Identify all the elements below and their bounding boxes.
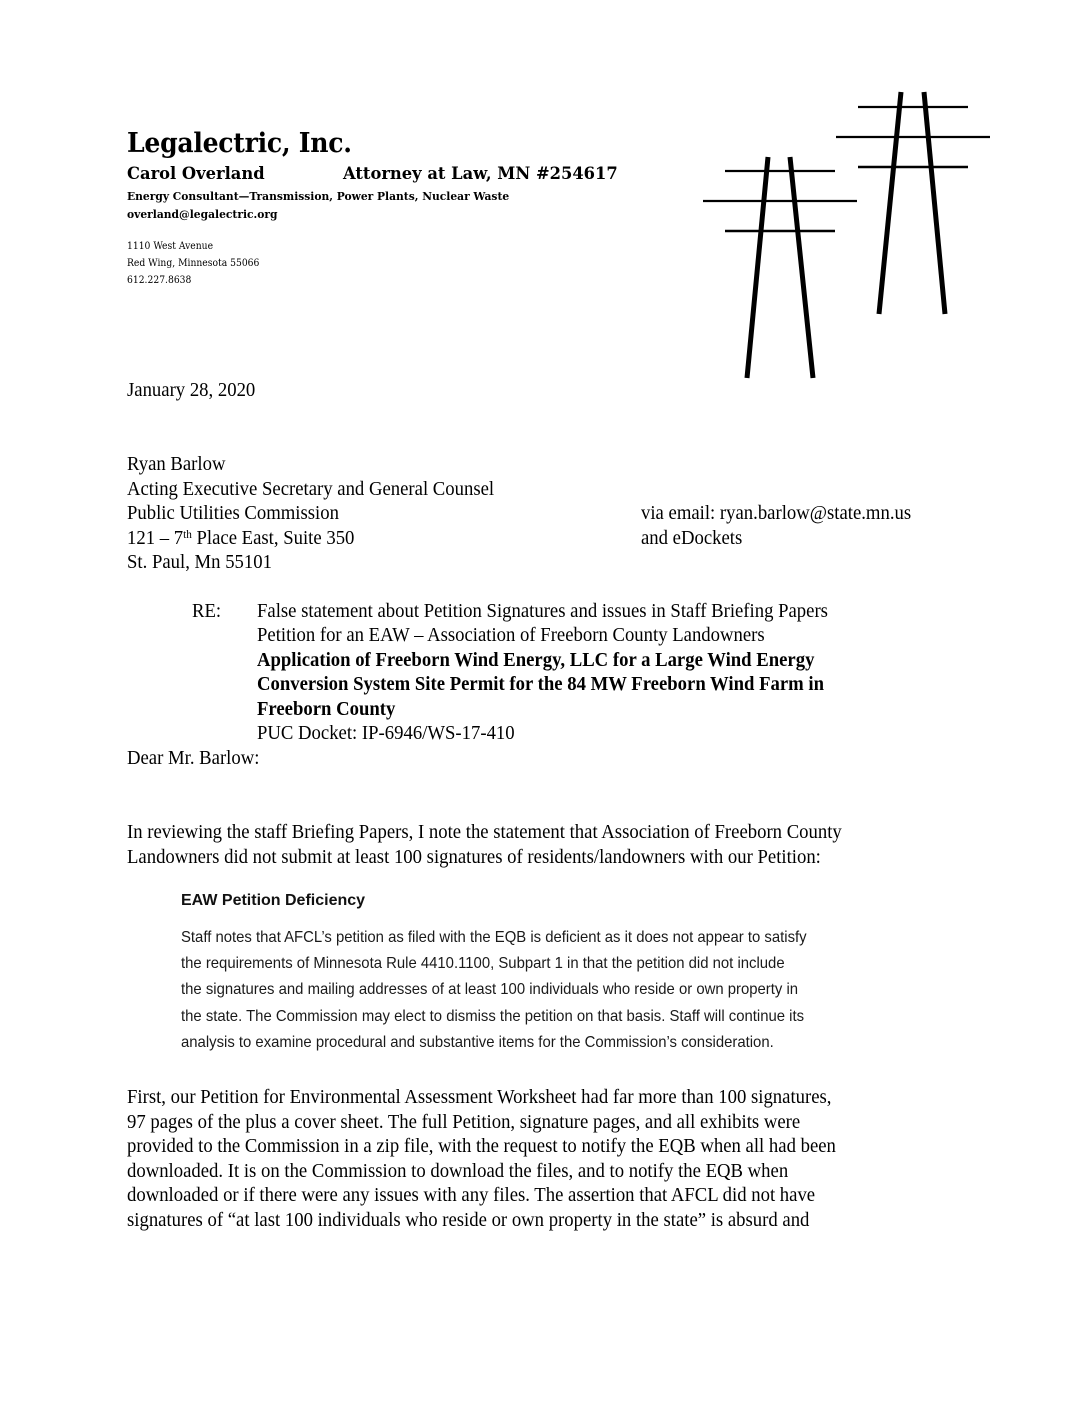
re-docket: PUC Docket: IP-6946/WS-17-410 [257,721,515,744]
letterhead-email: overland@legalectric.org [127,207,278,221]
quote-line: the signatures and mailing addresses of at least 100 individuals who reside or own property in [181,981,799,999]
letterhead-street: 1110 West Avenue [127,241,214,252]
quote-body [181,925,807,1056]
paragraph-line: Landowners did not submit at least 100 signatures of residents/landowners with our Petition: [127,845,821,868]
recipient-block [127,452,494,575]
letterhead-phone: 612.227.8638 [127,275,192,286]
intro-paragraph [127,820,842,869]
paragraph-line: First, our Petition for Environmental Assessment Worksheet had far more than 100 signatures, [127,1086,832,1108]
re-bold-line: Application of Freeborn Wind Energy, LLC for a Large Wind Energy [257,648,815,671]
letterhead-city: Red Wing, Minnesota 55066 [127,258,260,269]
quote-line: the state. The Commission may elect to dismiss the petition on that basis. Staff will continue its [181,1007,805,1025]
paragraph-line: downloaded. It is on the Commission to download the files, and to notify the EQB when [127,1159,789,1182]
re-line: Petition for an EAW – Association of Freeborn County Landowners [257,624,765,647]
quote-line: Staff notes that AFCL’s petition as filed with the EQB is deficient as it does not appear to satisfy [181,929,807,946]
consultant-line: Energy Consultant—Transmission, Power Plants, Nuclear Waste [127,189,510,203]
transmission-towers-icon [0,0,1088,400]
recipient-street: 121 – 7th Place East, Suite 350 [127,526,355,549]
attorney-title: Attorney at Law, MN #254617 [343,164,618,184]
delivery-edockets: and eDockets [641,526,743,549]
attorney-name: Carol Overland [127,164,265,184]
tower-right [836,92,990,314]
quote-heading: EAW Petition Deficiency [181,892,366,909]
re-label: RE: [192,600,222,622]
letter-date: January 28, 2020 [127,379,256,401]
recipient-city: St. Paul, Mn 55101 [127,551,272,573]
recipient-name: Ryan Barlow [127,453,226,475]
re-line: False statement about Petition Signatures and issues in Staff Briefing Papers [257,600,828,622]
body-paragraph [127,1085,836,1233]
delivery-email: via email: ryan.barlow@state.mn.us [641,502,912,524]
re-block [257,599,828,745]
paragraph-line: downloaded or if there were any issues with any files. The assertion that AFCL did not have [127,1184,816,1207]
recipient-title: Acting Executive Secretary and General Counsel [127,477,495,500]
tower-left [703,157,857,378]
re-bold-line: Freeborn County [257,697,396,720]
delivery-method [641,501,911,550]
salutation: Dear Mr. Barlow: [127,747,260,769]
recipient-organization: Public Utilities Commission [127,502,339,524]
paragraph-line: 97 pages of the plus a cover sheet. The full Petition, signature pages, and all exhibits were [127,1110,801,1133]
paragraph-line: signatures of “at last 100 individuals who reside or own property in the state” is absurd and [127,1208,810,1231]
paragraph-line: provided to the Commission in a zip file, with the request to notify the EQB when all had been [127,1135,836,1158]
re-bold-line: Conversion System Site Permit for the 84 MW Freeborn Wind Farm in [257,673,825,696]
quote-line: the requirements of Minnesota Rule 4410.1100, Subpart 1 in that the petition did not include [181,955,785,973]
firm-name: Legalectric, Inc. [127,128,352,159]
paragraph-line: In reviewing the staff Briefing Papers, I note the statement that Association of Freeborn County [127,821,842,843]
quote-line: analysis to examine procedural and substantive items for the Commission’s consideration. [181,1033,774,1051]
